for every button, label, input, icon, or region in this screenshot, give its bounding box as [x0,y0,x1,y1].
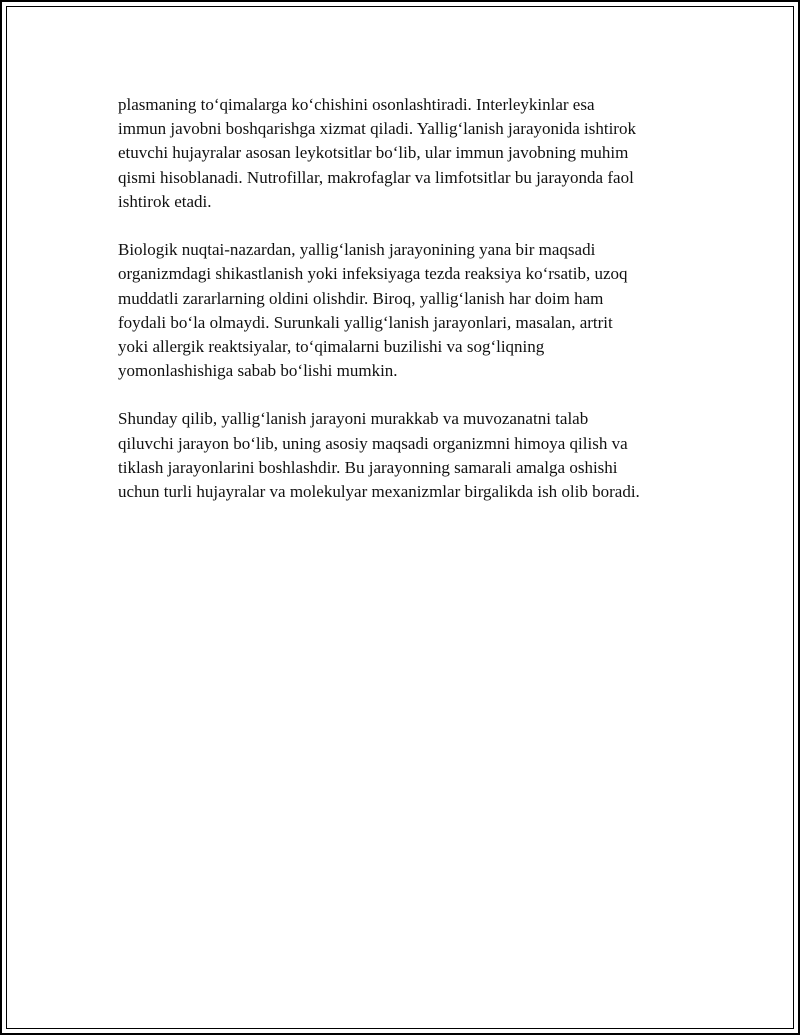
text-line: etuvchi hujayralar asosan leykotsitlar bo‘lib, ular immun javobning muhim [118,143,629,163]
text-line: qiluvchi jarayon bo‘lib, uning asosiy maqsadi organizmni himoya qilish va [118,433,628,453]
text-line: muddatli zararlarning oldini olishdir. Biroq, yallig‘lanish har doim ham [118,288,604,308]
text-line: qismi hisoblanadi. Nutrofillar, makrofaglar va limfotsitlar bu jarayonda faol [118,167,634,187]
text-line: Biologik nuqtai-nazardan, yallig‘lanish jarayonining yana bir maqsadi [118,240,596,260]
text-line: immun javobni boshqarishga xizmat qiladi. Yallig‘lanish jarayonida ishtirok [118,119,636,139]
text-line: foydali bo‘la olmaydi. Surunkali yallig‘lanish jarayonlari, masalan, artrit [118,312,613,332]
text-line: tiklash jarayonlarini boshlashdir. Bu jarayonning samarali amalga oshishi [118,457,618,477]
paragraph-immune-cells [118,93,698,214]
text-line: uchun turli hujayralar va molekulyar mexanizmlar birgalikda ish olib boradi. [118,482,640,501]
text-line: Shunday qilib, yallig‘lanish jarayoni murakkab va muvozanatni talab [118,409,589,429]
paragraph-biological-purpose [118,238,698,383]
text-line: yoki allergik reaktsiyalar, to‘qimalarni buzilishi va sog‘liqning [118,336,545,356]
paragraph-conclusion [118,407,698,504]
text-line: yomonlashishiga sabab bo‘lishi mumkin. [118,361,398,381]
text-line: organizmdagi shikastlanish yoki infeksiyaga tezda reaksiya ko‘rsatib, uzoq [118,264,628,284]
text-line: plasmaning to‘qimalarga ko‘chishini osonlashtiradi. Interleykinlar esa [118,95,595,114]
text-line: ishtirok etadi. [118,191,212,211]
document-body [118,93,698,504]
